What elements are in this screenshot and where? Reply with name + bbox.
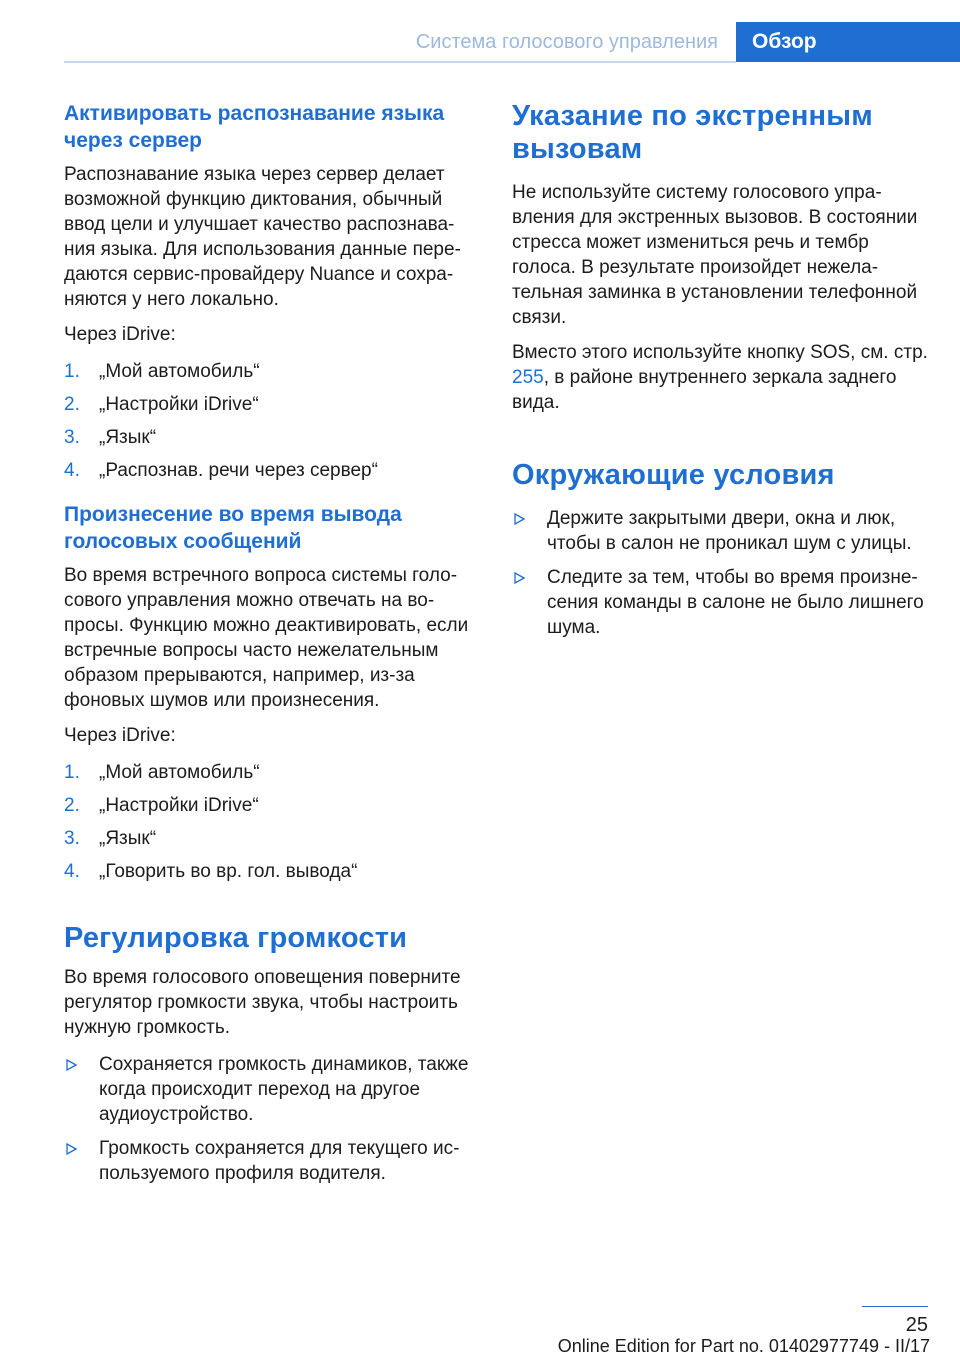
list-item (64, 392, 476, 425)
left-column (64, 100, 476, 1195)
list-item (64, 760, 476, 793)
list-item (64, 359, 476, 392)
list-item (64, 793, 476, 826)
bullet-text: Громкость сохраняется для текущего используемого профиля водителя. (99, 1138, 460, 1184)
heading-server-recognition: Активировать распознавание языка через сервер (64, 102, 445, 152)
sos-text-post: , в районе внутреннего зеркала заднего вида. (512, 367, 897, 413)
bullet-triangle-icon (66, 1143, 77, 1155)
bullet-text: Держите закрытыми двери, окна и люк, чтобы в салон не проникал шум с улицы. (547, 508, 912, 554)
bullet-text: Следите за тем, чтобы во время произнесения команды в салоне не было лишнего шума. (547, 567, 924, 638)
heading-speak-during-output: Произнесение во время вывода голосовых сообщений (64, 503, 402, 553)
bullet-triangle-icon (514, 513, 525, 525)
list-item (64, 1052, 476, 1127)
step-number: 1. (64, 762, 80, 783)
section-title: Система голосового управления (415, 31, 718, 53)
paragraph-volume: Во время голосового оповещения поверните регулятор громкости звука, чтобы настроить нужную громкость. (64, 967, 461, 1038)
paragraph-server-recognition: Распознавание языка через сервер делает возможной функцию диктования, обычный ввод цели и улучшает качество распознавания языка. Для использования данные передаются сервис-провайдеру Nuance и сохраняются у него локально. (64, 164, 461, 310)
page-link-255[interactable]: 255 (512, 367, 544, 388)
page-number: 25 (905, 1314, 928, 1336)
paragraph-speak-during-output: Во время встречного вопроса системы голосового управления можно отвечать на вопросы. Функцию можно деактивировать, если встречные вопросы часто нежелательным образом прерываются, например, из-за фоновых шумов или произнесения. (64, 565, 469, 711)
bullet-text: Сохраняется громкость динамиков, также когда происходит переход на другое аудиоустройство. (99, 1054, 469, 1125)
list-item (64, 826, 476, 859)
step-number: 4. (64, 460, 80, 481)
paragraph-sos (512, 340, 932, 415)
edition-footer: Online Edition for Part no. 01402977749 - II/17 (557, 1336, 930, 1356)
step-text: „Мой автомобиль“ (99, 762, 260, 783)
tab-overview[interactable]: Обзор (736, 22, 960, 62)
list-item (512, 565, 932, 640)
via-idrive-label: Через iDrive: (64, 725, 176, 746)
paragraph-emergency-calls: Не используйте систему голосового управления для экстренных вызовов. В состоянии стресса может измениться речь и тембр голоса. В результате произойдет нежелательная заминка в установлении телефонной связи. (512, 182, 918, 328)
step-text: „Язык“ (99, 427, 157, 448)
heading-ambient-conditions: Окружающие условия (512, 459, 835, 491)
step-number: 3. (64, 828, 80, 849)
header-divider (64, 61, 736, 63)
step-text: „Мой автомобиль“ (99, 361, 260, 382)
steps-list-1 (64, 359, 476, 491)
step-number: 4. (64, 861, 80, 882)
via-idrive-label: Через iDrive: (64, 324, 176, 345)
heading-emergency-calls: Указание по экстренным вызовам (512, 100, 873, 165)
list-item (512, 506, 932, 556)
step-text: „Говорить во вр. гол. вывода“ (99, 861, 358, 882)
list-item (64, 1136, 476, 1186)
step-number: 2. (64, 795, 80, 816)
right-column (512, 100, 932, 649)
list-item (64, 458, 476, 491)
step-text: „Распознав. речи через сервер“ (99, 460, 378, 481)
bullet-triangle-icon (66, 1059, 77, 1071)
sos-text-pre: Вместо этого используйте кнопку SOS, см. стр. (512, 342, 928, 363)
step-number: 3. (64, 427, 80, 448)
list-item (64, 859, 476, 892)
steps-list-2 (64, 760, 476, 892)
bullet-triangle-icon (514, 572, 525, 584)
list-item (64, 425, 476, 458)
step-text: „Настройки iDrive“ (99, 795, 259, 816)
heading-volume: Регулировка громкости (64, 922, 408, 954)
step-number: 1. (64, 361, 80, 382)
step-number: 2. (64, 394, 80, 415)
step-text: „Настройки iDrive“ (99, 394, 259, 415)
step-text: „Язык“ (99, 828, 157, 849)
page-number-rule (862, 1306, 928, 1307)
